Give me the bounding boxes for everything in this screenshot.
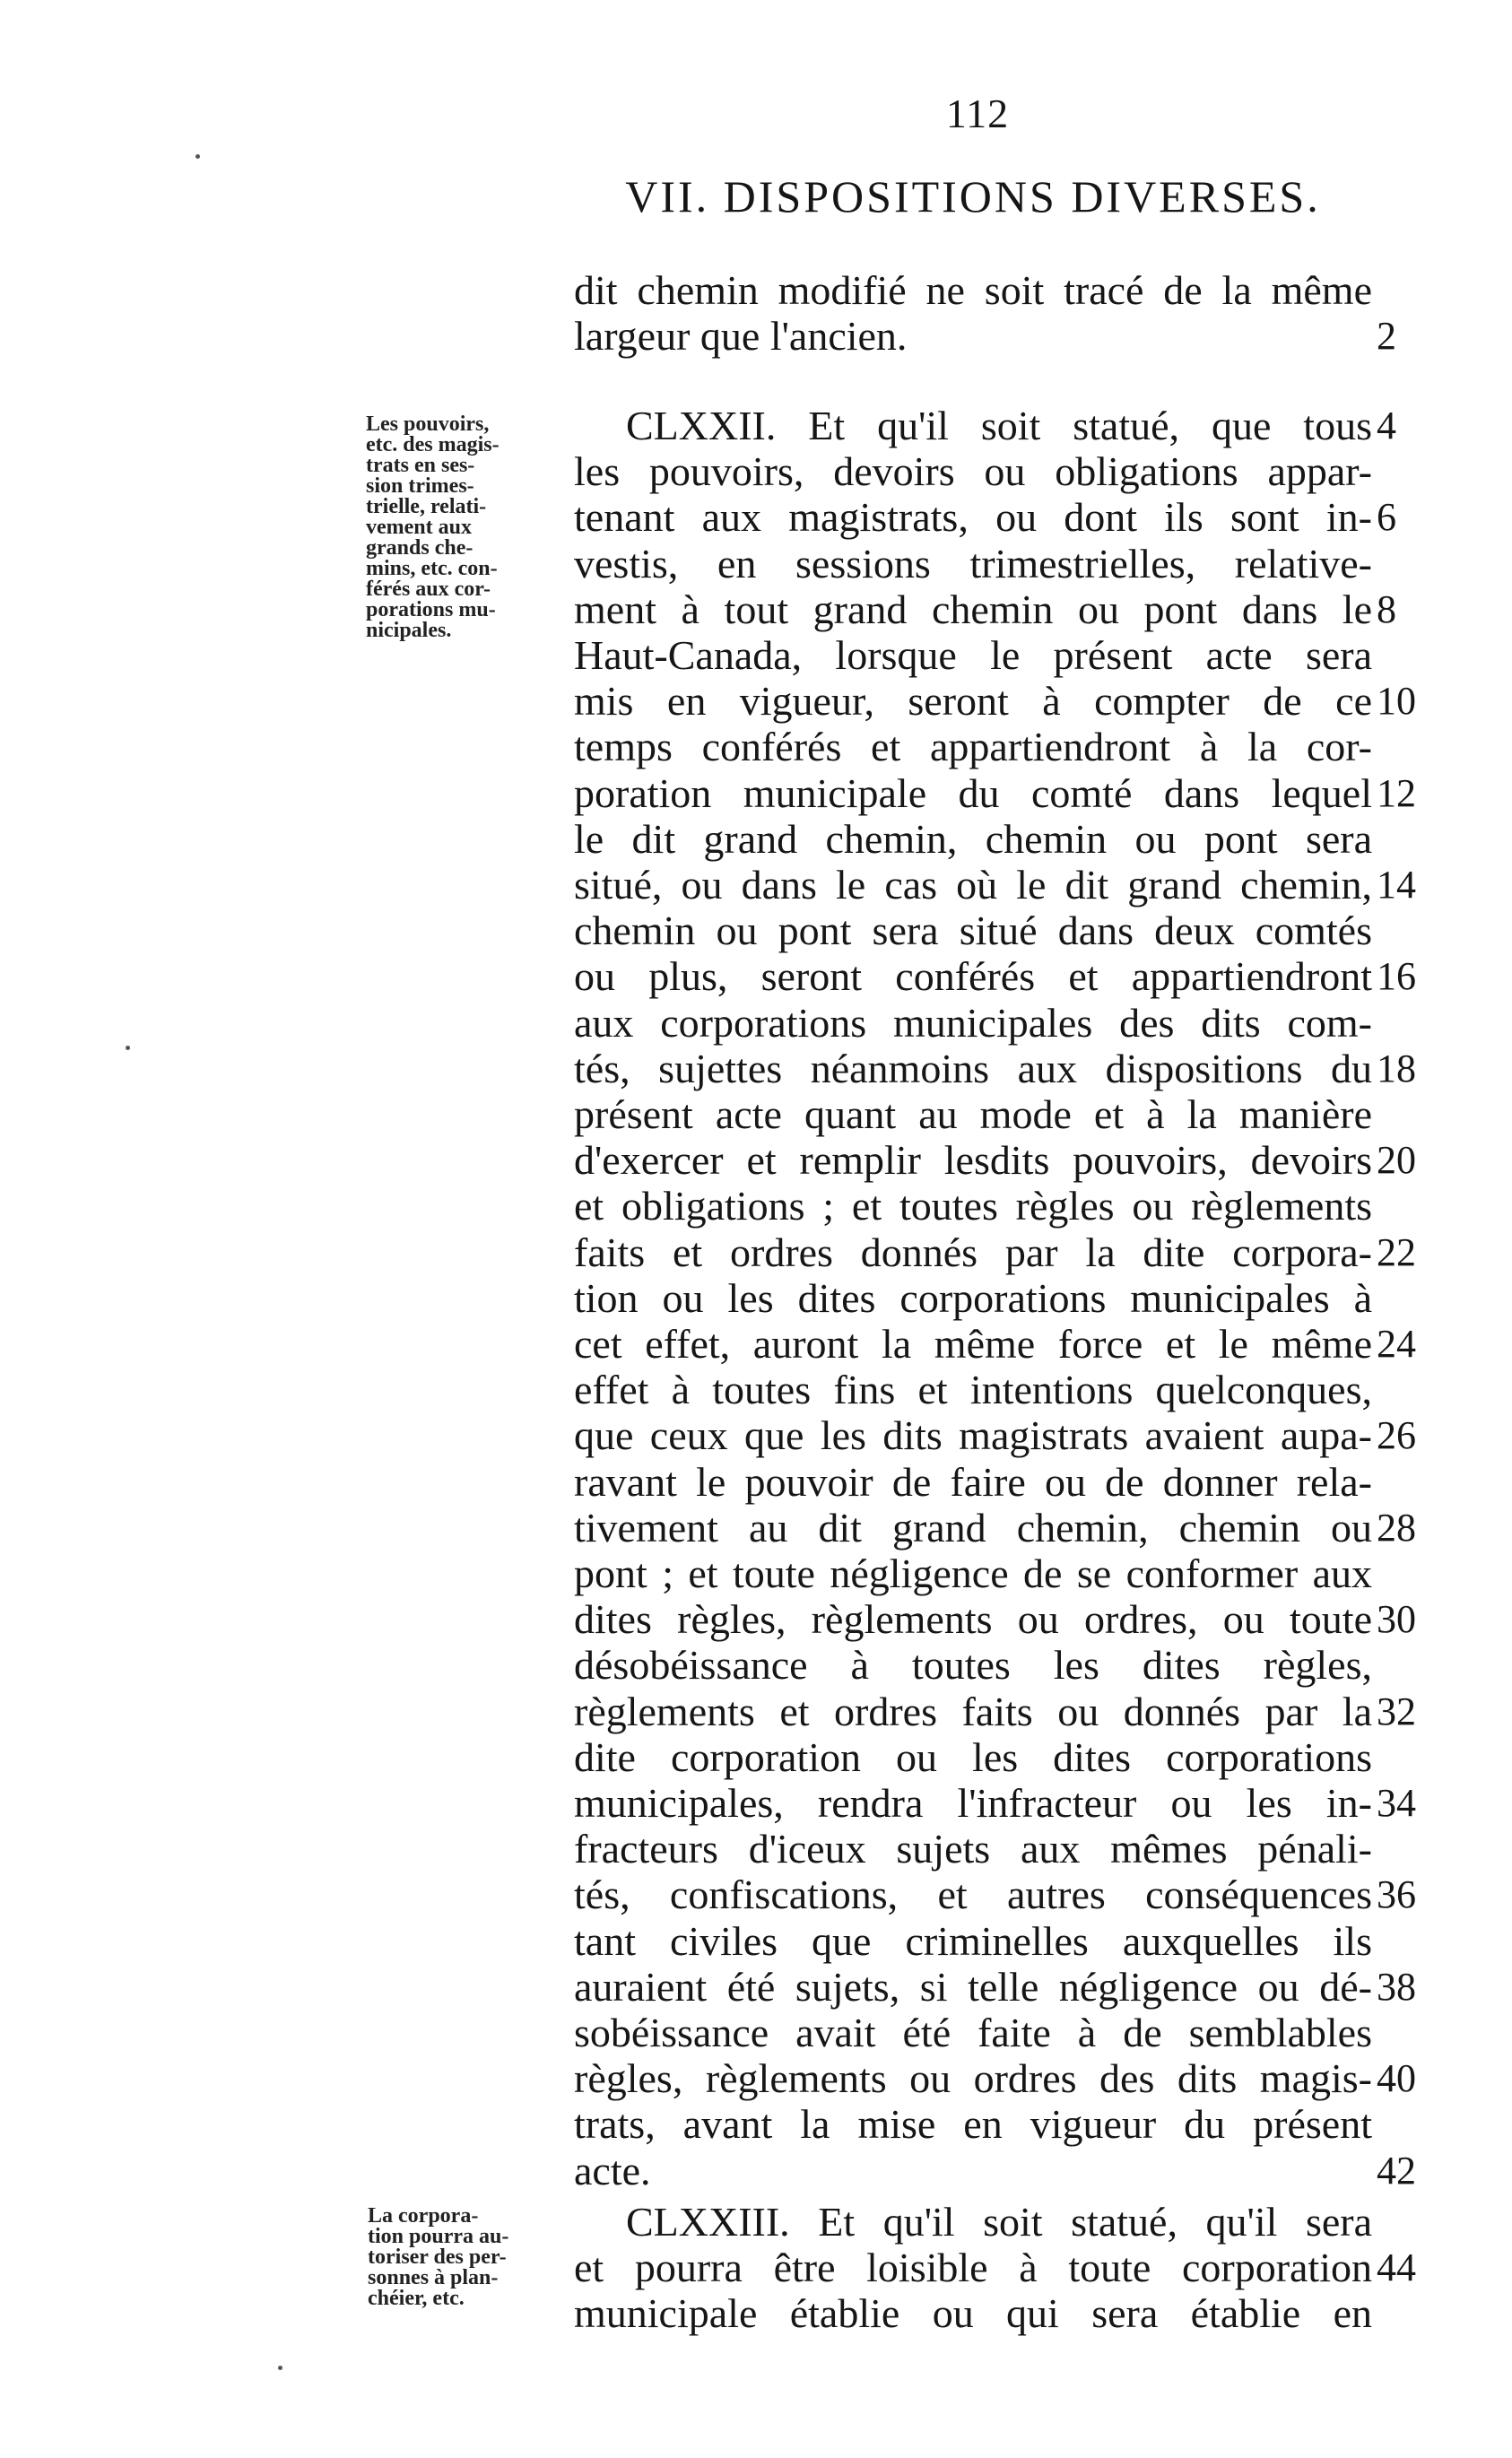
line-number: 26 <box>1377 1413 1416 1457</box>
margin-note-line: tion pourra au- <box>368 2225 509 2248</box>
text-line: tés, sujettes néanmoins aux dispositions du <box>574 1046 1372 1091</box>
margin-note-line: trats en ses- <box>366 454 475 477</box>
speck-mark <box>126 1046 130 1050</box>
text-line: dites règles, règlements ou ordres, ou toute <box>574 1596 1372 1642</box>
text-line: désobéissance à toutes les dites règles, <box>574 1642 1372 1688</box>
margin-note-line: toriser des per- <box>368 2245 507 2269</box>
text-line: tion ou les dites corporations municipales à <box>574 1275 1372 1321</box>
text-line: vestis, en sessions trimestrielles, relative- <box>574 541 1372 586</box>
line-number: 36 <box>1377 1872 1416 1916</box>
margin-note <box>366 414 500 641</box>
line-number: 12 <box>1377 771 1416 815</box>
text-line: tés, confiscations, et autres conséquences <box>574 1872 1372 1917</box>
line-number: 14 <box>1377 863 1416 907</box>
line-number: 20 <box>1377 1138 1416 1182</box>
text-line: présent acte quant au mode et à la manière <box>574 1091 1372 1137</box>
text-line: que ceux que les dits magistrats avaient aupa- <box>574 1412 1372 1458</box>
speck-mark <box>278 2366 282 2370</box>
text-line: mis en vigueur, seront à compter de ce <box>574 678 1372 724</box>
text-line: pont ; et toute négligence de se conformer aux <box>574 1550 1372 1596</box>
text-line: municipales, rendra l'infracteur ou les in- <box>574 1780 1372 1826</box>
page-number: 112 <box>945 91 1010 136</box>
line-number: 8 <box>1377 587 1396 631</box>
speck-mark <box>196 154 200 159</box>
text-line: situé, ou dans le cas où le dit grand chemin, <box>574 862 1372 908</box>
text-line: municipale établie ou qui sera établie en <box>574 2290 1372 2336</box>
line-number: 4 <box>1377 404 1396 447</box>
line-number: 18 <box>1377 1047 1416 1090</box>
text-line: ment à tout grand chemin ou pont dans le <box>574 586 1372 632</box>
text-line: trats, avant la mise en vigueur du présent <box>574 2101 1372 2147</box>
margin-note-line: vement aux <box>366 516 472 539</box>
line-number: 28 <box>1377 1506 1416 1550</box>
text-line: poration municipale du comté dans lequel <box>574 770 1372 816</box>
line-number: 30 <box>1377 1597 1416 1641</box>
margin-note-line: porations mu- <box>366 598 496 621</box>
text-line: aux corporations municipales des dits com- <box>574 1000 1372 1046</box>
text-line: CLXXIII. Et qu'il soit statué, qu'il sera <box>626 2199 1372 2245</box>
text-line: tenant aux magistrats, ou dont ils sont in- <box>574 494 1372 540</box>
margin-note-line: férés aux cor- <box>366 578 491 601</box>
margin-note-line: chéier, etc. <box>368 2287 465 2310</box>
line-number: 40 <box>1377 2056 1416 2100</box>
line-number: 10 <box>1377 679 1416 723</box>
text-line: largeur que l'ancien. <box>574 313 908 359</box>
text-line: Haut-Canada, lorsque le présent acte sera <box>574 632 1372 678</box>
margin-note-line: sion trimes- <box>366 474 474 498</box>
margin-note-line: La corpora- <box>368 2204 479 2228</box>
text-line: ou plus, seront conférés et appartiendront <box>574 953 1372 999</box>
text-line: et obligations ; et toutes règles ou règlements <box>574 1183 1372 1229</box>
text-line: dite corporation ou les dites corporations <box>574 1734 1372 1780</box>
margin-note-line: trielle, relati- <box>366 495 487 518</box>
text-line: fracteurs d'iceux sujets aux mêmes pénali- <box>574 1826 1372 1872</box>
margin-note-line: etc. des magis- <box>366 433 500 456</box>
margin-note <box>368 2206 508 2309</box>
margin-note-line: mins, etc. con- <box>366 557 498 580</box>
text-line: CLXXII. Et qu'il soit statué, que tous <box>626 403 1372 448</box>
text-line: auraient été sujets, si telle négligence ou dé- <box>574 1964 1372 2010</box>
line-number: 24 <box>1377 1322 1416 1366</box>
margin-note-line: nicipales. <box>366 619 452 642</box>
text-line: cet effet, auront la même force et le même <box>574 1321 1372 1367</box>
line-number: 32 <box>1377 1689 1416 1733</box>
text-line: faits et ordres donnés par la dite corpora- <box>574 1229 1372 1275</box>
text-line: temps conférés et appartiendront à la cor- <box>574 724 1372 769</box>
text-line: le dit grand chemin, chemin ou pont sera <box>574 816 1372 862</box>
text-line: dit chemin modifié ne soit tracé de la même <box>574 267 1372 313</box>
text-line: ravant le pouvoir de faire ou de donner rela- <box>574 1459 1372 1505</box>
text-line: effet à toutes fins et intentions quelconques, <box>574 1367 1372 1412</box>
text-line: les pouvoirs, devoirs ou obligations appar- <box>574 448 1372 494</box>
margin-note-line: Les pouvoirs, <box>366 413 490 436</box>
line-number: 42 <box>1377 2149 1416 2193</box>
text-line: tant civiles que criminelles auxquelles ils <box>574 1918 1372 1964</box>
text-line: tivement au dit grand chemin, chemin ou <box>574 1505 1372 1550</box>
margin-note-line: sonnes à plan- <box>368 2266 499 2289</box>
text-line: sobéissance avait été faite à de semblables <box>574 2010 1372 2055</box>
text-line: acte. <box>574 2148 651 2193</box>
margin-note-line: grands che- <box>366 536 474 560</box>
line-number: 44 <box>1377 2245 1416 2289</box>
line-number: 2 <box>1377 314 1396 358</box>
line-number: 34 <box>1377 1781 1416 1825</box>
text-line: d'exercer et remplir lesdits pouvoirs, devoirs <box>574 1137 1372 1183</box>
text-line: règles, règlements ou ordres des dits magis- <box>574 2055 1372 2101</box>
line-number: 22 <box>1377 1230 1416 1274</box>
line-number: 6 <box>1377 495 1396 539</box>
text-line: chemin ou pont sera situé dans deux comtés <box>574 908 1372 953</box>
line-number: 16 <box>1377 954 1416 998</box>
text-line: et pourra être loisible à toute corporation <box>574 2245 1372 2290</box>
section-heading: VII. DISPOSITIONS DIVERSES. <box>625 171 1321 221</box>
text-line: règlements et ordres faits ou donnés par la <box>574 1689 1372 1734</box>
line-number: 38 <box>1377 1965 1416 2009</box>
